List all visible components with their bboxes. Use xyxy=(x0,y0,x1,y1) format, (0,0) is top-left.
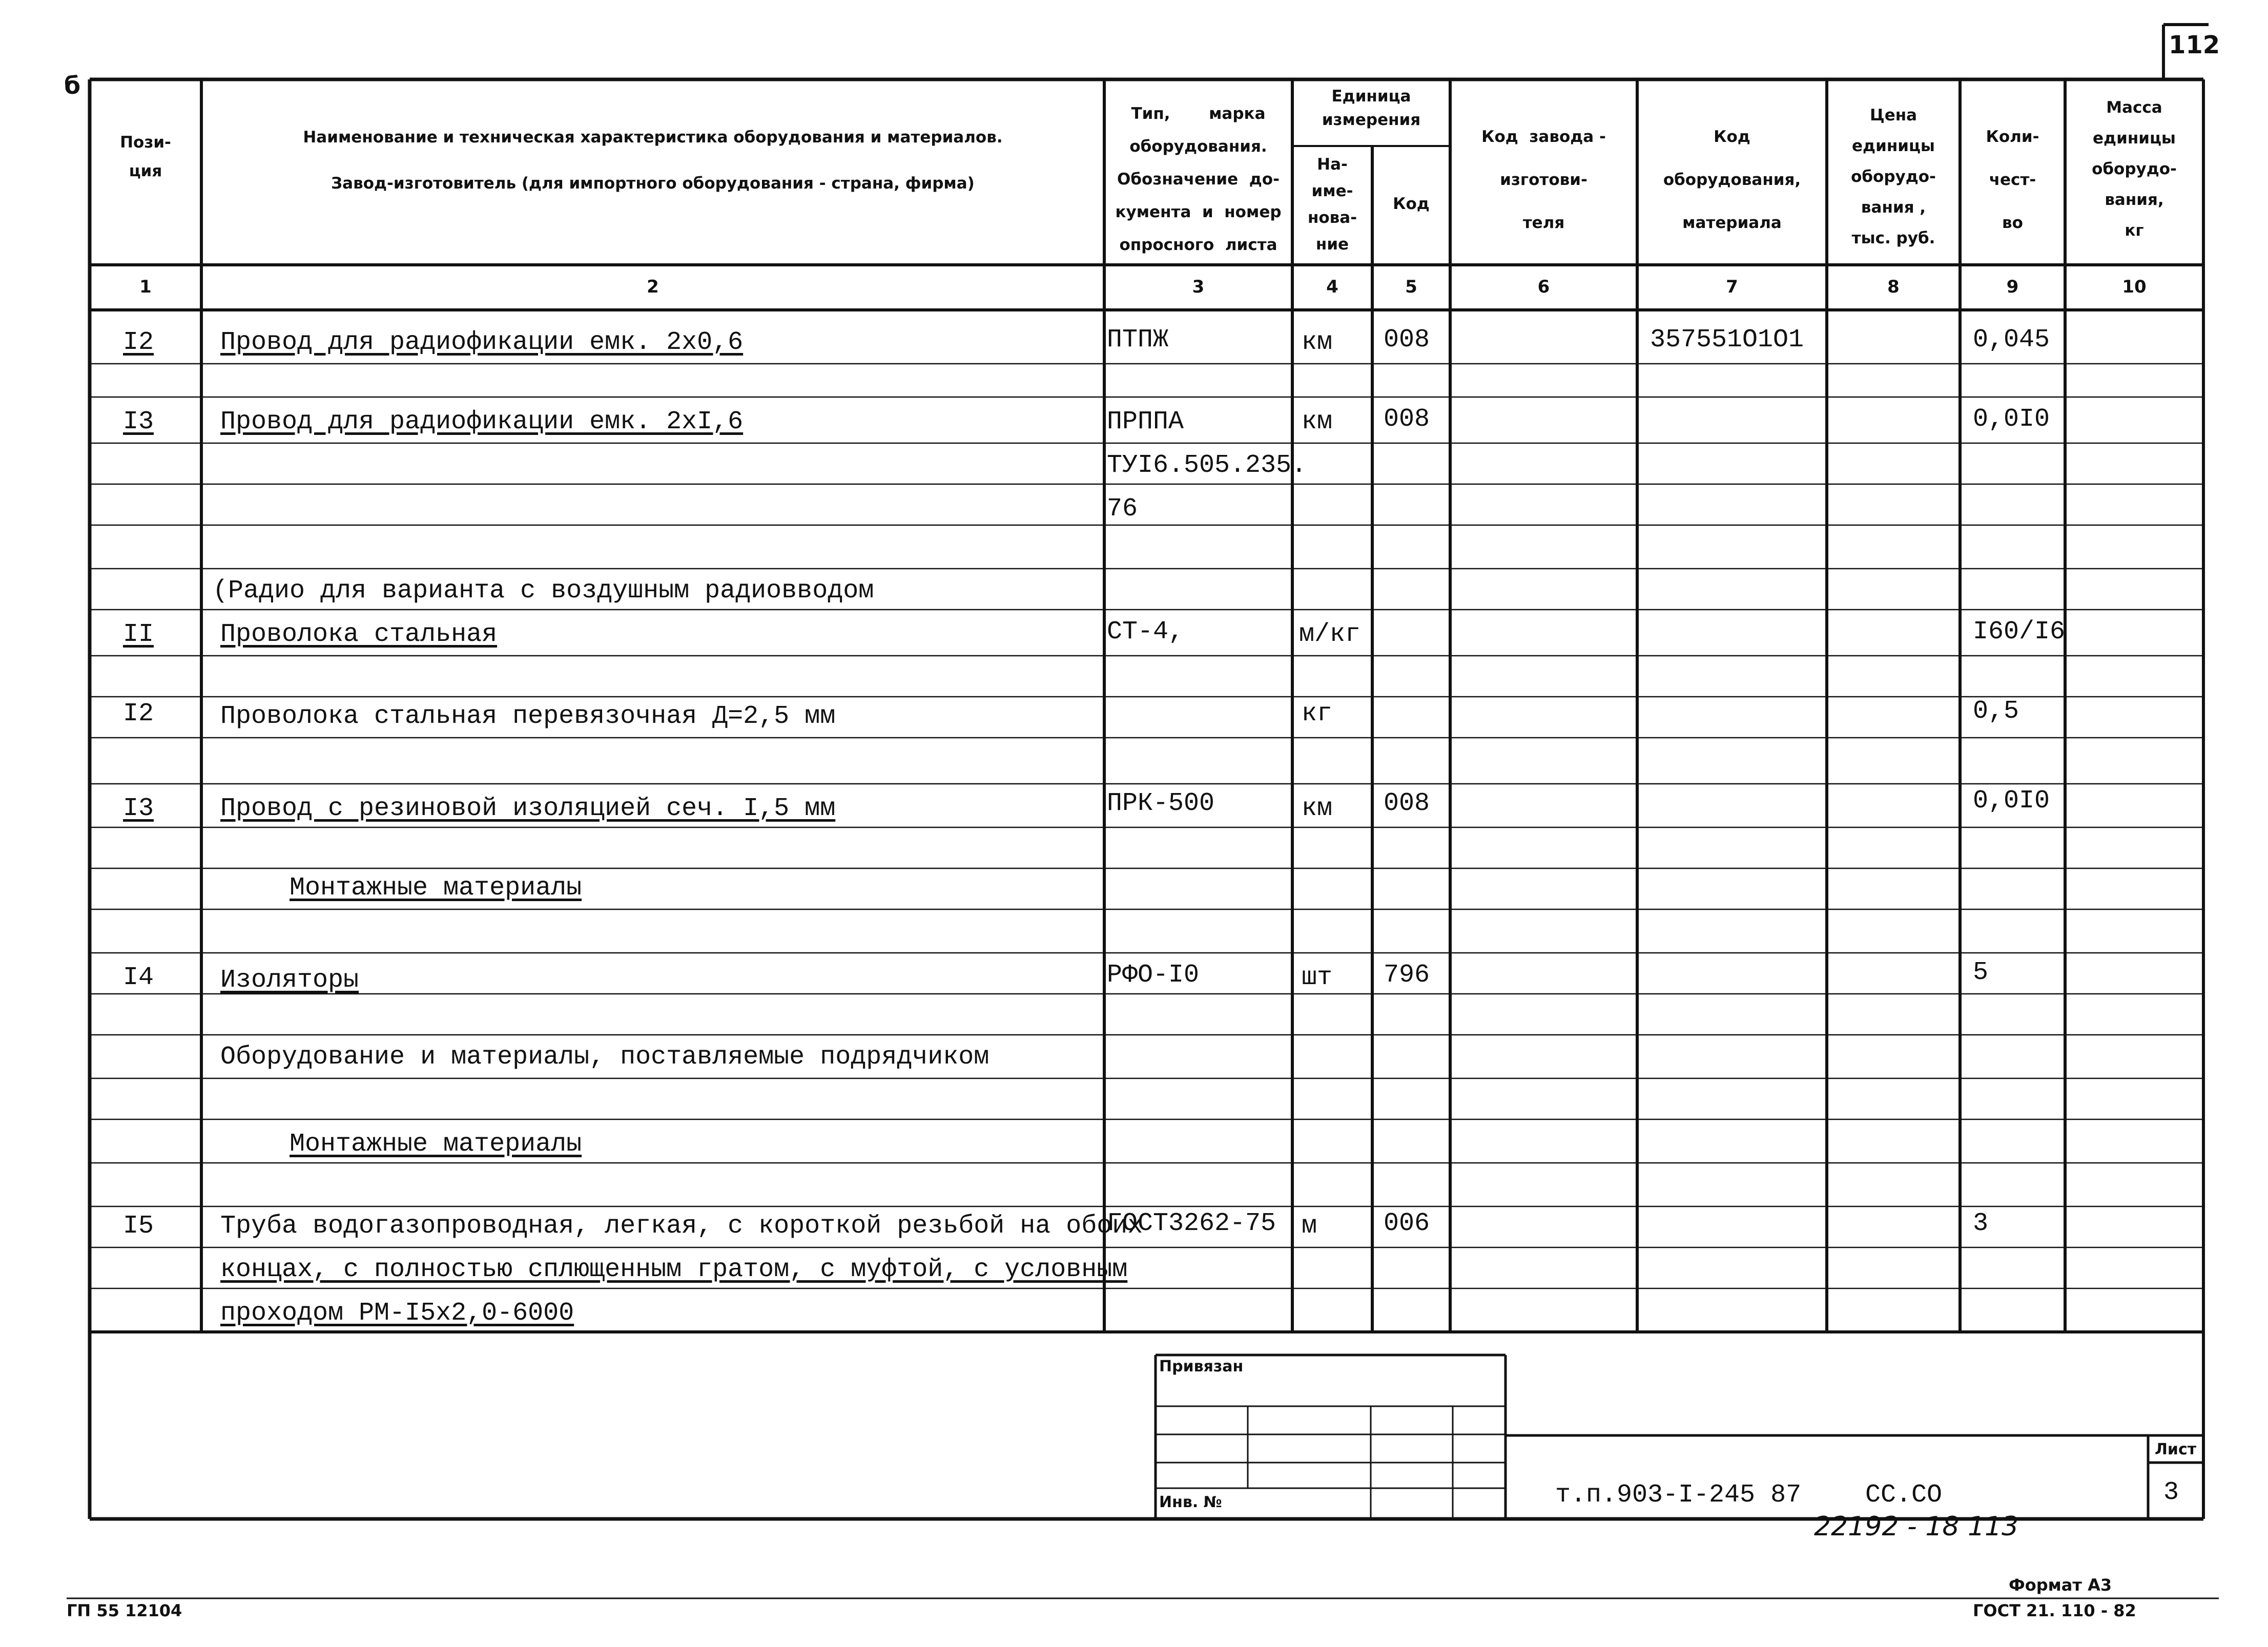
header-unit: Единица измерения xyxy=(1322,87,1421,129)
stamp-list-label: Лист xyxy=(2155,1441,2197,1458)
col-number: 5 xyxy=(1405,277,1417,297)
row-unit-code: 796 xyxy=(1384,961,1430,990)
row-name: проходом РМ-I5х2,0-6000 xyxy=(220,1299,574,1328)
row-type: 76 xyxy=(1107,494,1138,524)
row-equipment-code: 357551О1О1 xyxy=(1650,325,1804,355)
footer-format: Формат А3 xyxy=(2009,1575,2112,1595)
row-unit: м/кг xyxy=(1299,620,1361,649)
header-mass: Масса единицы оборудо- вания, кг xyxy=(2092,98,2177,240)
row-position: I5 xyxy=(123,1212,154,1241)
row-unit: шт xyxy=(1302,963,1333,992)
row-type: ПРК-500 xyxy=(1107,789,1215,818)
header-position: Пози- ция xyxy=(120,133,171,180)
footer-gost: ГОСТ 21. 110 - 82 xyxy=(1973,1601,2136,1620)
header-unit-name: На- име- нова- ние xyxy=(1307,155,1357,254)
stamp-list-number: 3 xyxy=(2163,1478,2179,1507)
row-quantity: 0,5 xyxy=(1973,697,2019,726)
row-name: концах, с полностью сплющенным гратом, с муфтой, с условным xyxy=(220,1255,1128,1284)
row-unit-code: 008 xyxy=(1384,405,1430,434)
row-unit: км xyxy=(1302,794,1333,823)
row-type: ПРППА xyxy=(1107,407,1184,436)
row-position: I4 xyxy=(123,963,154,992)
row-type: ГОСТ3262-75 xyxy=(1107,1209,1276,1238)
header-type: Тип, марка оборудования. Обозначение до- кумента и номер опросного листа xyxy=(1115,105,1282,254)
row-name: Провод с резиновой изоляцией сеч. I,5 мм xyxy=(220,794,836,823)
header-unit-code: Код xyxy=(1393,195,1430,213)
col-number: 2 xyxy=(647,277,659,297)
row-quantity: 5 xyxy=(1973,958,1989,987)
row-position: I2 xyxy=(123,328,154,357)
row-name: Оборудование и материалы, поставляемые подрядчиком xyxy=(220,1043,989,1072)
col-number: 6 xyxy=(1537,277,1550,297)
row-unit: кг xyxy=(1302,699,1333,728)
row-quantity: 0,0I0 xyxy=(1973,405,2050,434)
row-position: I3 xyxy=(123,794,154,823)
row-unit-code: 008 xyxy=(1384,325,1430,355)
row-unit-code: 008 xyxy=(1384,789,1430,818)
col-number: 9 xyxy=(2006,277,2019,297)
header-name-line2: Завод-изготовитель (для импортного оборудования - страна, фирма) xyxy=(331,174,975,193)
col-number: 7 xyxy=(1726,277,1738,297)
col-number: 3 xyxy=(1192,277,1205,297)
header-manufacturer-code: Код завода - изготови- теля xyxy=(1481,128,1606,232)
stamp-privyazan: Привязан xyxy=(1159,1358,1244,1375)
row-type: РФО-I0 xyxy=(1107,961,1200,990)
stamp-inventory: Инв. № xyxy=(1159,1493,1222,1511)
row-name: Провод для радиофикации емк. 2хI,6 xyxy=(220,407,744,436)
col-number: 1 xyxy=(139,277,152,297)
row-type: ПТПЖ xyxy=(1107,325,1169,355)
row-quantity: 0,0I0 xyxy=(1973,786,2050,816)
row-position: II xyxy=(123,620,154,649)
row-quantity: I60/I6 xyxy=(1973,617,2066,647)
stamp-document-code: т.п.903-I-245 87 xyxy=(1555,1481,1802,1510)
row-unit: км xyxy=(1302,328,1333,357)
section-heading: Монтажные материалы xyxy=(290,873,582,903)
row-position: I2 xyxy=(123,699,154,728)
sheet-number: 112 xyxy=(2169,31,2220,59)
col-number: 8 xyxy=(1887,277,1900,297)
row-type: СТ-4, xyxy=(1107,617,1184,647)
header-name-line1: Наименование и техническая характеристика оборудования и материалов. xyxy=(303,128,1003,147)
stamp-mark: СС.СО xyxy=(1865,1481,1943,1510)
header-equipment-code: Код оборудования, материала xyxy=(1663,128,1801,232)
row-position: I3 xyxy=(123,407,154,436)
stamp-handwritten-number: 22192 - 18 113 xyxy=(1814,1511,2019,1542)
header-price: Цена единицы оборудо- вания , тыс. руб. xyxy=(1851,106,1936,247)
row-unit: км xyxy=(1302,407,1333,436)
row-name: Провод для радиофикации емк. 2х0,6 xyxy=(220,328,744,357)
row-quantity: 0,045 xyxy=(1973,325,2050,355)
row-quantity: 3 xyxy=(1973,1209,1989,1238)
row-unit-code: 006 xyxy=(1384,1209,1430,1238)
header-quantity: Коли- чест- во xyxy=(1986,128,2039,232)
row-name: Труба водогазопроводная, легкая, с короткой резьбой на обоих xyxy=(220,1212,1143,1241)
row-name: Проволока стальная перевязочная Д=2,5 мм xyxy=(220,702,836,731)
corner-mark: б xyxy=(64,72,81,99)
row-name: Изоляторы xyxy=(220,966,359,995)
row-type: ТУI6.505.235. xyxy=(1107,451,1307,480)
row-name: (Радио для варианта с воздушным радиовводом xyxy=(213,576,874,606)
col-number: 4 xyxy=(1326,277,1338,297)
section-heading: Монтажные материалы xyxy=(290,1130,582,1159)
footer-left: ГП 55 12104 xyxy=(67,1601,182,1620)
row-name: Проволока стальная xyxy=(220,620,498,649)
row-unit: м xyxy=(1302,1212,1317,1241)
col-number: 10 xyxy=(2122,277,2147,297)
